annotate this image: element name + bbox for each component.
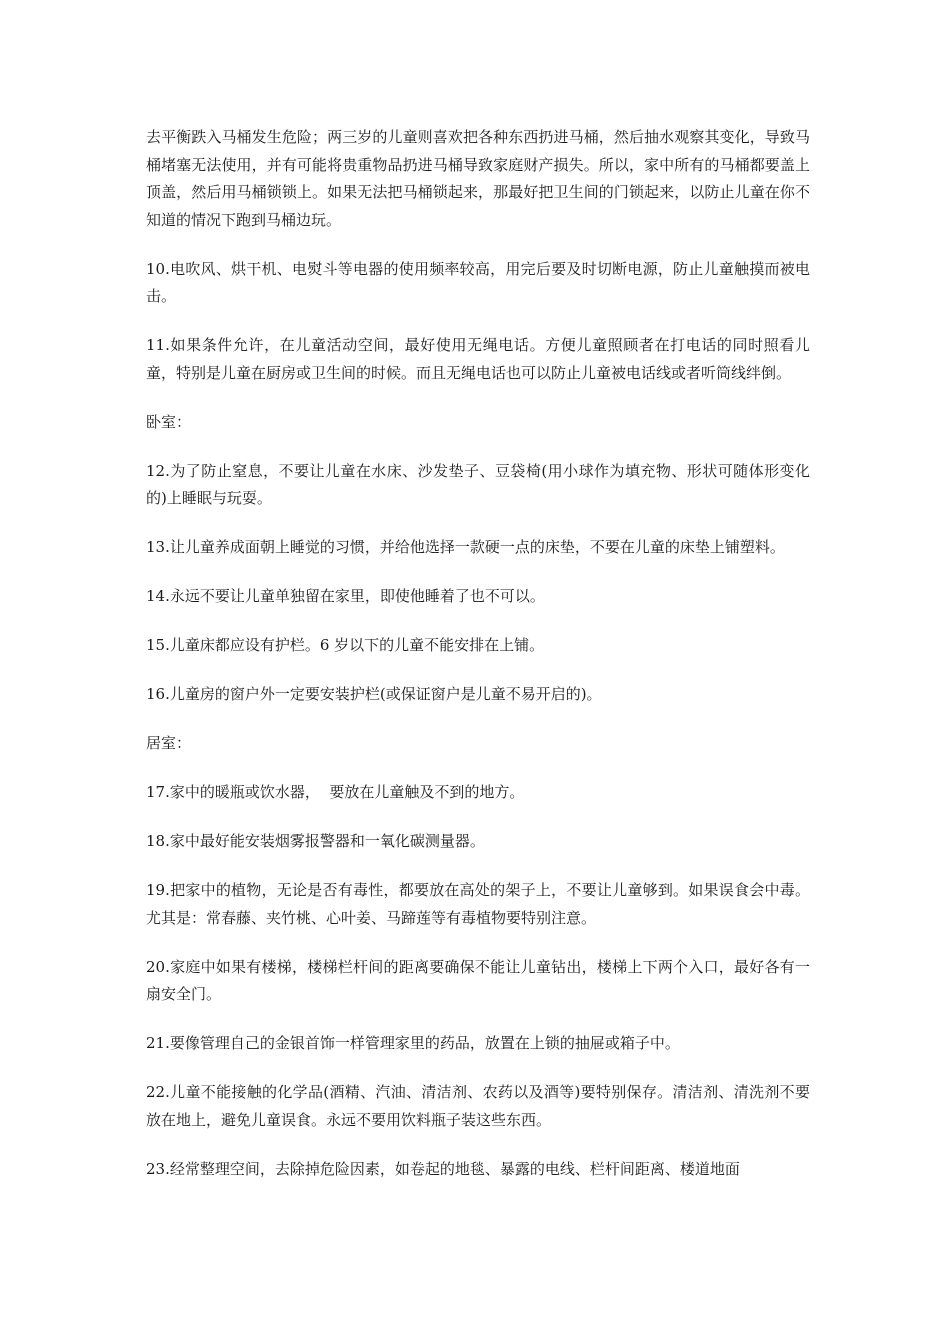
paragraph-item-11: 11.如果条件允许，在儿童活动空间，最好使用无绳电话。方便儿童照顾者在打电话的同时照看儿童，特别是儿童在厨房或卫生间的时候。而且无绳电话也可以防止儿童被电话线或者听筒线绊倒。 xyxy=(146,336,810,382)
paragraph-item-18: 18.家中最好能安装烟雾报警器和一氧化碳测量器。 xyxy=(146,832,485,850)
paragraph-item-10: 10.电吹风、烘干机、电熨斗等电器的使用频率较高，用完后要及时切断电源，防止儿童触摸而被电击。 xyxy=(146,259,810,305)
section-heading-bedroom: 卧室： xyxy=(146,412,192,431)
paragraph-item-16: 16.儿童房的窗户外一定要安装护栏(或保证窗户是儿童不易开启的)。 xyxy=(146,685,602,703)
paragraph-item-23: 23.经常整理空间，去除掉危险因素，如卷起的地毯、暴露的电线、栏杆间距离、楼道地面 xyxy=(146,1159,740,1178)
paragraph-item-17: 17.家中的暖瓶或饮水器， 要放在儿童触及不到的地方。 xyxy=(146,783,525,801)
paragraph-toilet-safety: 去平衡跌入马桶发生危险；两三岁的儿童则喜欢把各种东西扔进马桶，然后抽水观察其变化，导致马桶堵塞无法使用，并有可能将贵重物品扔进马桶导致家庭财产损失。所以，家中所有的马桶都要盖上顶盖，然后用马桶锁锁上。如果无法把马桶锁起来，那最好把卫生间的门锁起来，以防止儿童在你不知道的情况下跑到马桶边玩。 xyxy=(146,128,810,229)
paragraph-item-12: 12.为了防止窒息，不要让儿童在水床、沙发垫子、豆袋椅(用小球作为填充物、形状可随体形变化的)上睡眠与玩耍。 xyxy=(146,461,810,507)
paragraph-item-15: 15.儿童床都应设有护栏。6 岁以下的儿童不能安排在上铺。 xyxy=(146,636,545,654)
paragraph-item-22: 22.儿童不能接触的化学品(酒精、汽油、清洁剂、农药以及酒等)要特别保存。清洁剂、清洗剂不要放在地上，避免儿童误食。永远不要用饮料瓶子装这些东西。 xyxy=(146,1083,810,1129)
paragraph-item-14: 14.永远不要让儿童单独留在家里，即使他睡着了也不可以。 xyxy=(146,587,545,605)
paragraph-item-21: 21.要像管理自己的金银首饰一样管理家里的药品，放置在上锁的抽屉或箱子中。 xyxy=(146,1034,680,1052)
paragraph-item-13: 13.让儿童养成面朝上睡觉的习惯，并给他选择一款硬一点的床垫，不要在儿童的床垫上铺塑料。 xyxy=(146,538,785,556)
section-heading-living-room: 居室： xyxy=(146,734,192,752)
paragraph-item-19: 19.把家中的植物，无论是否有毒性，都要放在高处的架子上，不要让儿童够到。如果误食会中毒。尤其是：常春藤、夹竹桃、心叶姜、马蹄莲等有毒植物要特别注意。 xyxy=(146,881,810,927)
document-page xyxy=(146,124,810,1205)
paragraph-item-20: 20.家庭中如果有楼梯，楼梯栏杆间的距离要确保不能让儿童钻出，楼梯上下两个入口，最好各有一扇安全门。 xyxy=(146,957,810,1003)
